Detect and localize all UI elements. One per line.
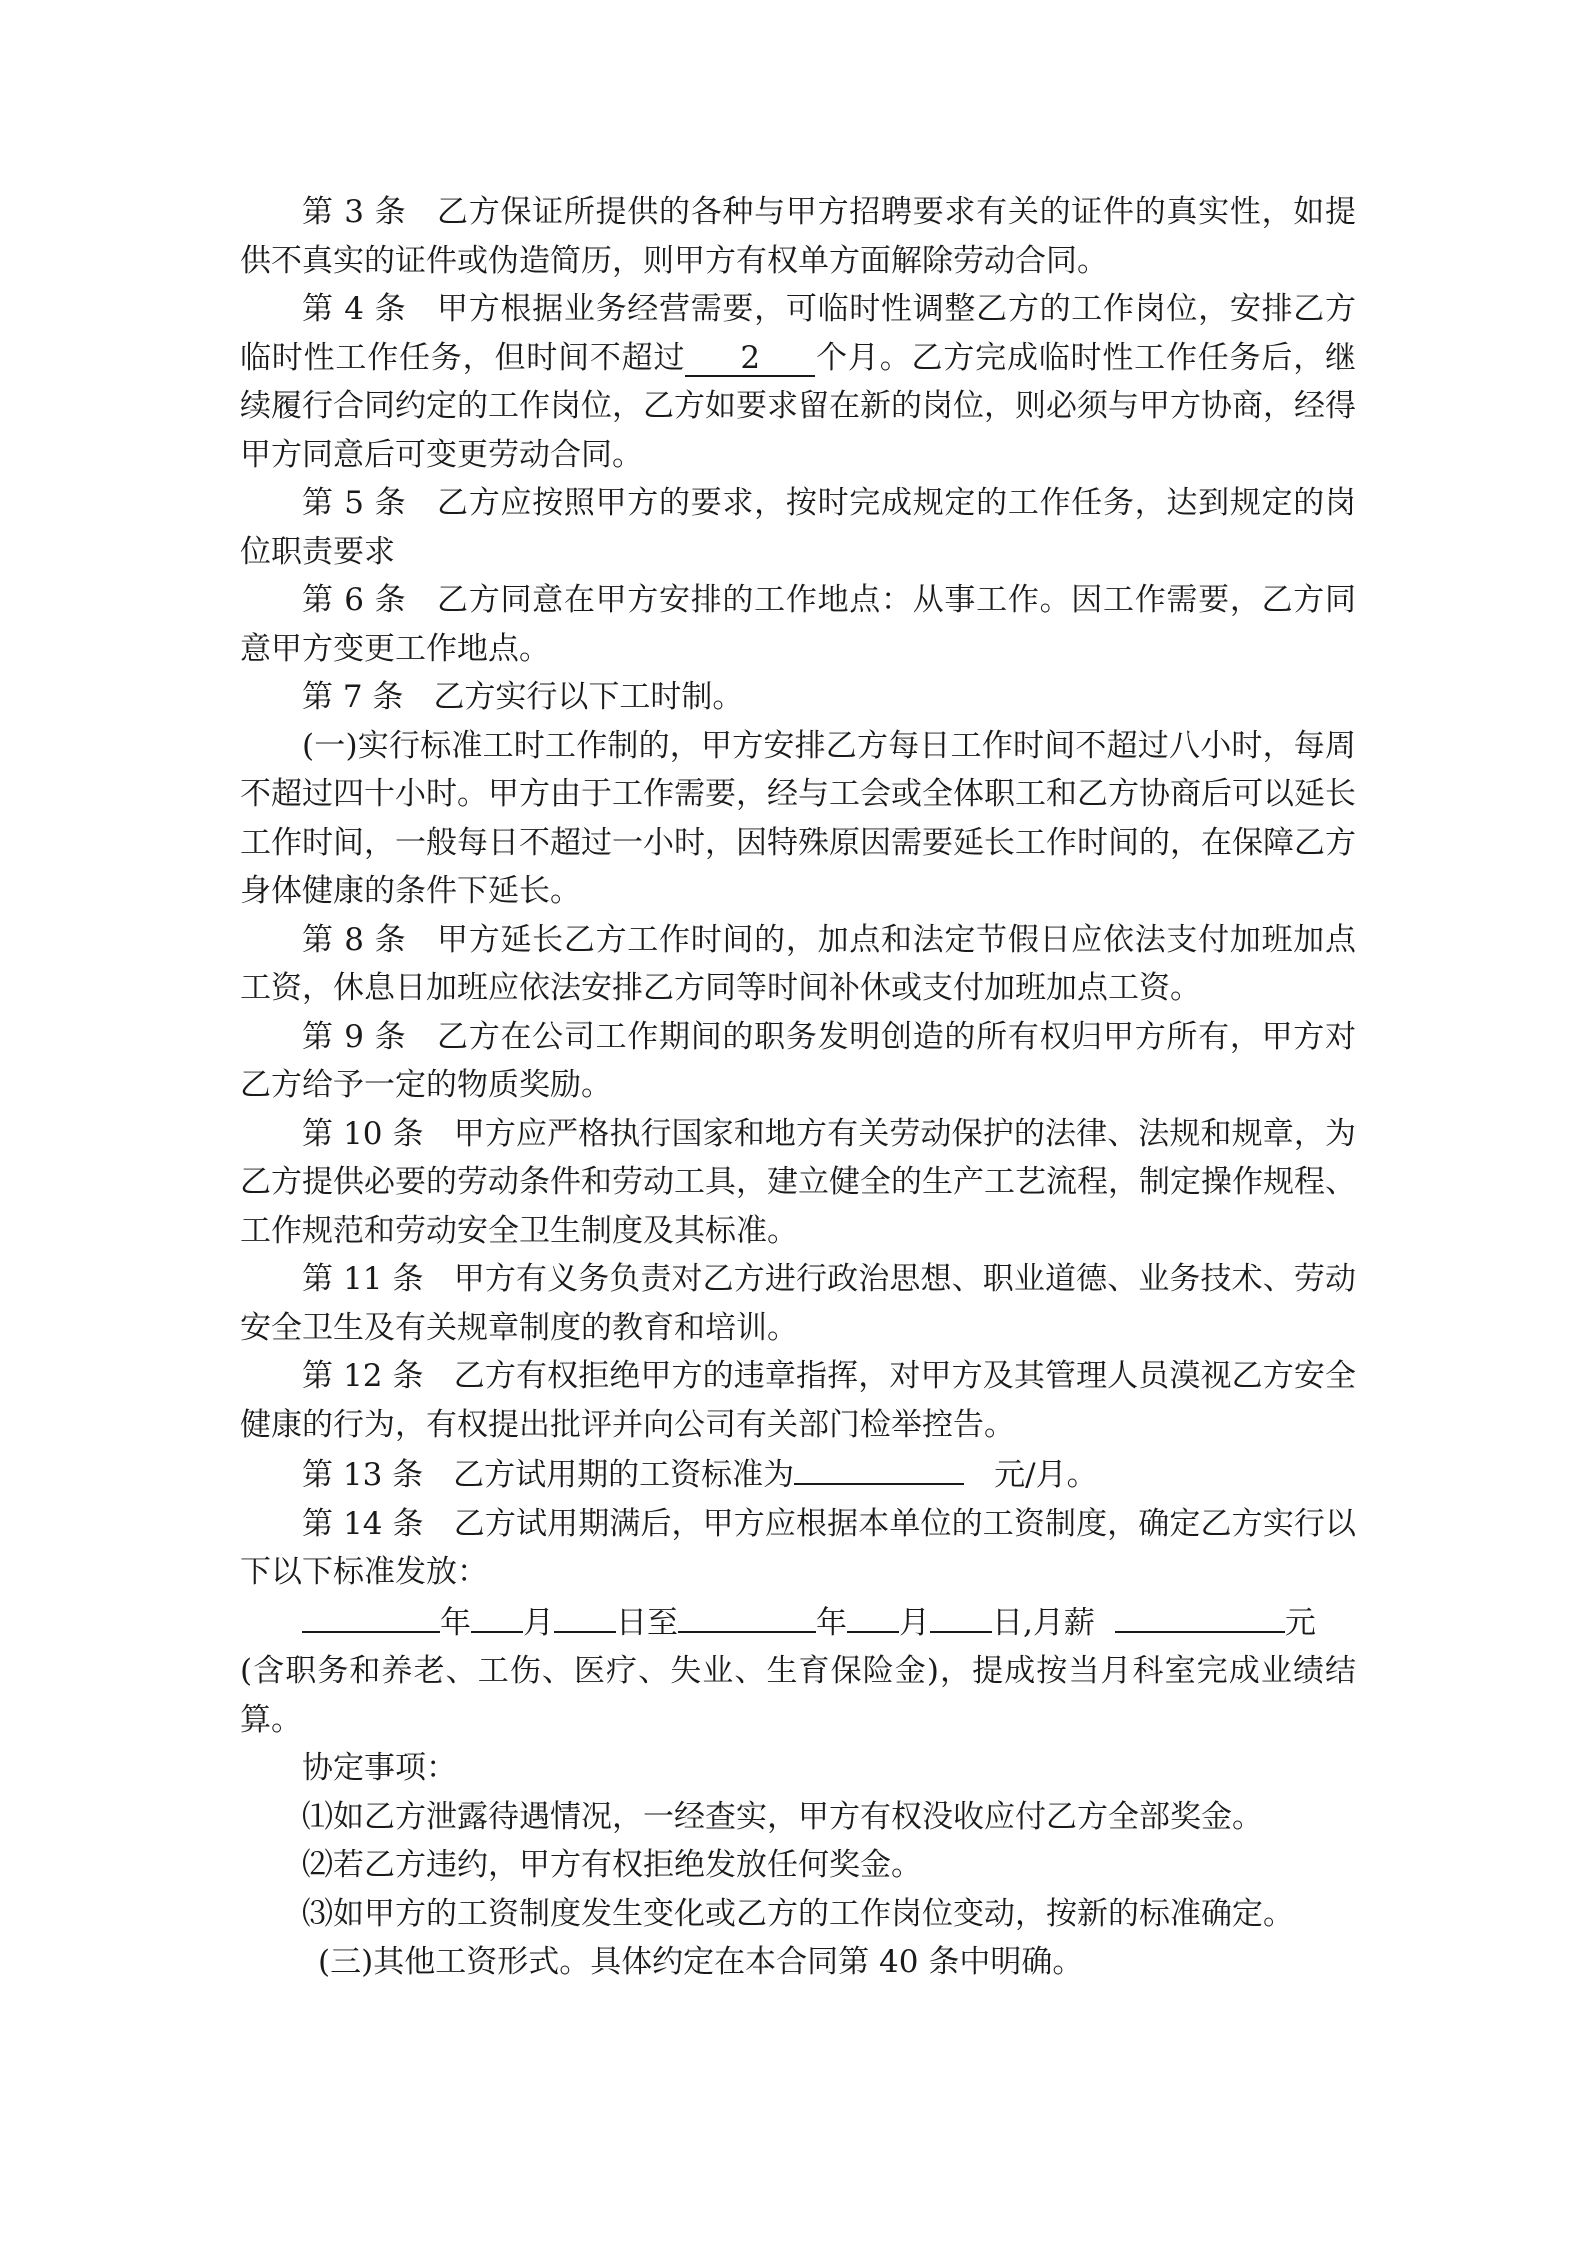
article-label: 第 11 条 (302, 1261, 424, 1297)
month-blank (847, 1597, 899, 1633)
month-label: 月 (899, 1604, 930, 1641)
article-text: 乙方试用期满后，甲方应根据本单位的工资制度，确定乙方实行以下以下标准发放： (240, 1505, 1356, 1590)
currency-label: 元 (1284, 1604, 1316, 1641)
agreement-item (240, 1890, 1356, 1939)
other-wage-clause (240, 1938, 1356, 1987)
article-6 (240, 576, 1356, 673)
article-label: 第 3 条 (302, 194, 407, 230)
article-label: 第 6 条 (302, 582, 407, 618)
article-text: 乙方有权拒绝甲方的违章指挥，对甲方及其管理人员漠视乙方安全健康的行为，有权提出批评并向公司有关部门检举控告。 (240, 1358, 1356, 1443)
article-label: 第 9 条 (302, 1018, 407, 1055)
article-label: 第 4 条 (302, 291, 407, 327)
agreement-item-text: ⑶如甲方的工资制度发生变化或乙方的工作岗位变动，按新的标准确定。 (302, 1895, 1294, 1932)
contract-page (240, 188, 1356, 1987)
article-label: 第 12 条 (302, 1358, 424, 1394)
article-7 (240, 673, 1356, 722)
article-label: 第 13 条 (302, 1457, 424, 1493)
article-5 (240, 479, 1356, 576)
agreement-item-text: ⑴如乙方泄露待遇情况，一经查实，甲方有权没收应付乙方全部奖金。 (302, 1798, 1263, 1835)
year-blank (302, 1597, 440, 1633)
article-label: 第 5 条 (302, 485, 407, 521)
day-label: 日,月薪 (992, 1604, 1095, 1641)
salary-period-line (240, 1597, 1356, 1648)
article-label: 第 8 条 (302, 921, 407, 958)
article-10 (240, 1110, 1356, 1256)
article-text: 个月。乙方完成临时性工作任务后，继续履行合同约定的工作岗位，乙方如要求留在新的岗位，则必须与甲方协商，经得甲方同意后可变更劳动合同。 (240, 339, 1357, 473)
article-label: 第 14 条 (302, 1505, 424, 1542)
clause-text: (一)实行标准工时工作制的，甲方安排乙方每日工作时间不超过八小时，每周不超过四十小时。甲方由于工作需要，经与工会或全体职工和乙方协商后可以延长工作时间，一般每日不超过一小时，因特殊原因需要延长工作时间的，在保障乙方身体健康的条件下延长。 (240, 727, 1356, 909)
agreement-item (240, 1793, 1356, 1842)
year-label: 年 (440, 1604, 471, 1641)
article-text: 甲方应严格执行国家和地方有关劳动保护的法律、法规和规章，为乙方提供必要的劳动条件和劳动工具，建立健全的生产工艺流程，制定操作规程、工作规范和劳动安全卫生制度及其标准。 (240, 1115, 1356, 1249)
article-3 (240, 188, 1356, 285)
day-blank (554, 1597, 616, 1633)
other-wage-text: (三)其他工资形式。具体约定在本合同第 40 条中明确。 (318, 1944, 1084, 1980)
article-text: 甲方根据业务经营需要，可临时性调整乙方的工作岗位，安排乙方临时性工作任务，但时间不超过 (240, 291, 1357, 376)
article-text: 元/月。 (994, 1457, 1098, 1493)
article-text: 乙方在公司工作期间的职务发明创造的所有权归甲方所有，甲方对乙方给予一定的物质奖励。 (240, 1018, 1357, 1103)
agreement-item-text: ⑵若乙方违约，甲方有权拒绝发放任何奖金。 (302, 1847, 922, 1883)
article-text: 甲方有义务负责对乙方进行政治思想、职业道德、业务技术、劳动安全卫生及有关规章制度的教育和培训。 (240, 1261, 1356, 1346)
month-label: 月 (523, 1604, 554, 1641)
agreement-heading: 协定事项： (302, 1750, 457, 1786)
year-label: 年 (816, 1604, 847, 1641)
article-text: 乙方应按照甲方的要求，按时完成规定的工作任务，达到规定的岗位职责要求 (240, 485, 1357, 570)
salary-note (240, 1647, 1356, 1744)
day-blank (930, 1597, 992, 1633)
agreement-item (240, 1841, 1356, 1890)
standard-hours-clause (240, 722, 1356, 916)
article-text: 乙方同意在甲方安排的工作地点：从事工作。因工作需要，乙方同意甲方变更工作地点。 (240, 582, 1357, 667)
month-blank (471, 1597, 523, 1633)
months-blank: 2 (685, 341, 815, 377)
salary-blank (1115, 1597, 1285, 1633)
article-14 (240, 1500, 1356, 1597)
article-13 (240, 1449, 1356, 1500)
article-label: 第 7 条 (302, 679, 404, 715)
article-label: 第 10 条 (302, 1115, 424, 1152)
agreement-title (240, 1744, 1356, 1793)
year-blank (678, 1597, 816, 1633)
day-label: 日至 (616, 1604, 678, 1641)
probation-salary-blank (794, 1449, 964, 1485)
article-text: 乙方试用期的工资标准为 (453, 1457, 795, 1493)
article-text: 乙方实行以下工时制。 (433, 679, 744, 715)
article-4 (240, 285, 1356, 479)
article-9 (240, 1013, 1356, 1110)
article-text: 甲方延长乙方工作时间的，加点和法定节假日应依法支付加班加点工资，休息日加班应依法安排乙方同等时间补休或支付加班加点工资。 (240, 921, 1357, 1006)
article-12 (240, 1352, 1356, 1449)
note-text: (含职务和养老、工伤、医疗、失业、生育保险金)，提成按当月科室完成业绩结算。 (240, 1653, 1356, 1738)
article-text: 乙方保证所提供的各种与甲方招聘要求有关的证件的真实性，如提供不真实的证件或伪造简历，则甲方有权单方面解除劳动合同。 (240, 194, 1357, 279)
article-11 (240, 1255, 1356, 1352)
article-8 (240, 916, 1356, 1013)
